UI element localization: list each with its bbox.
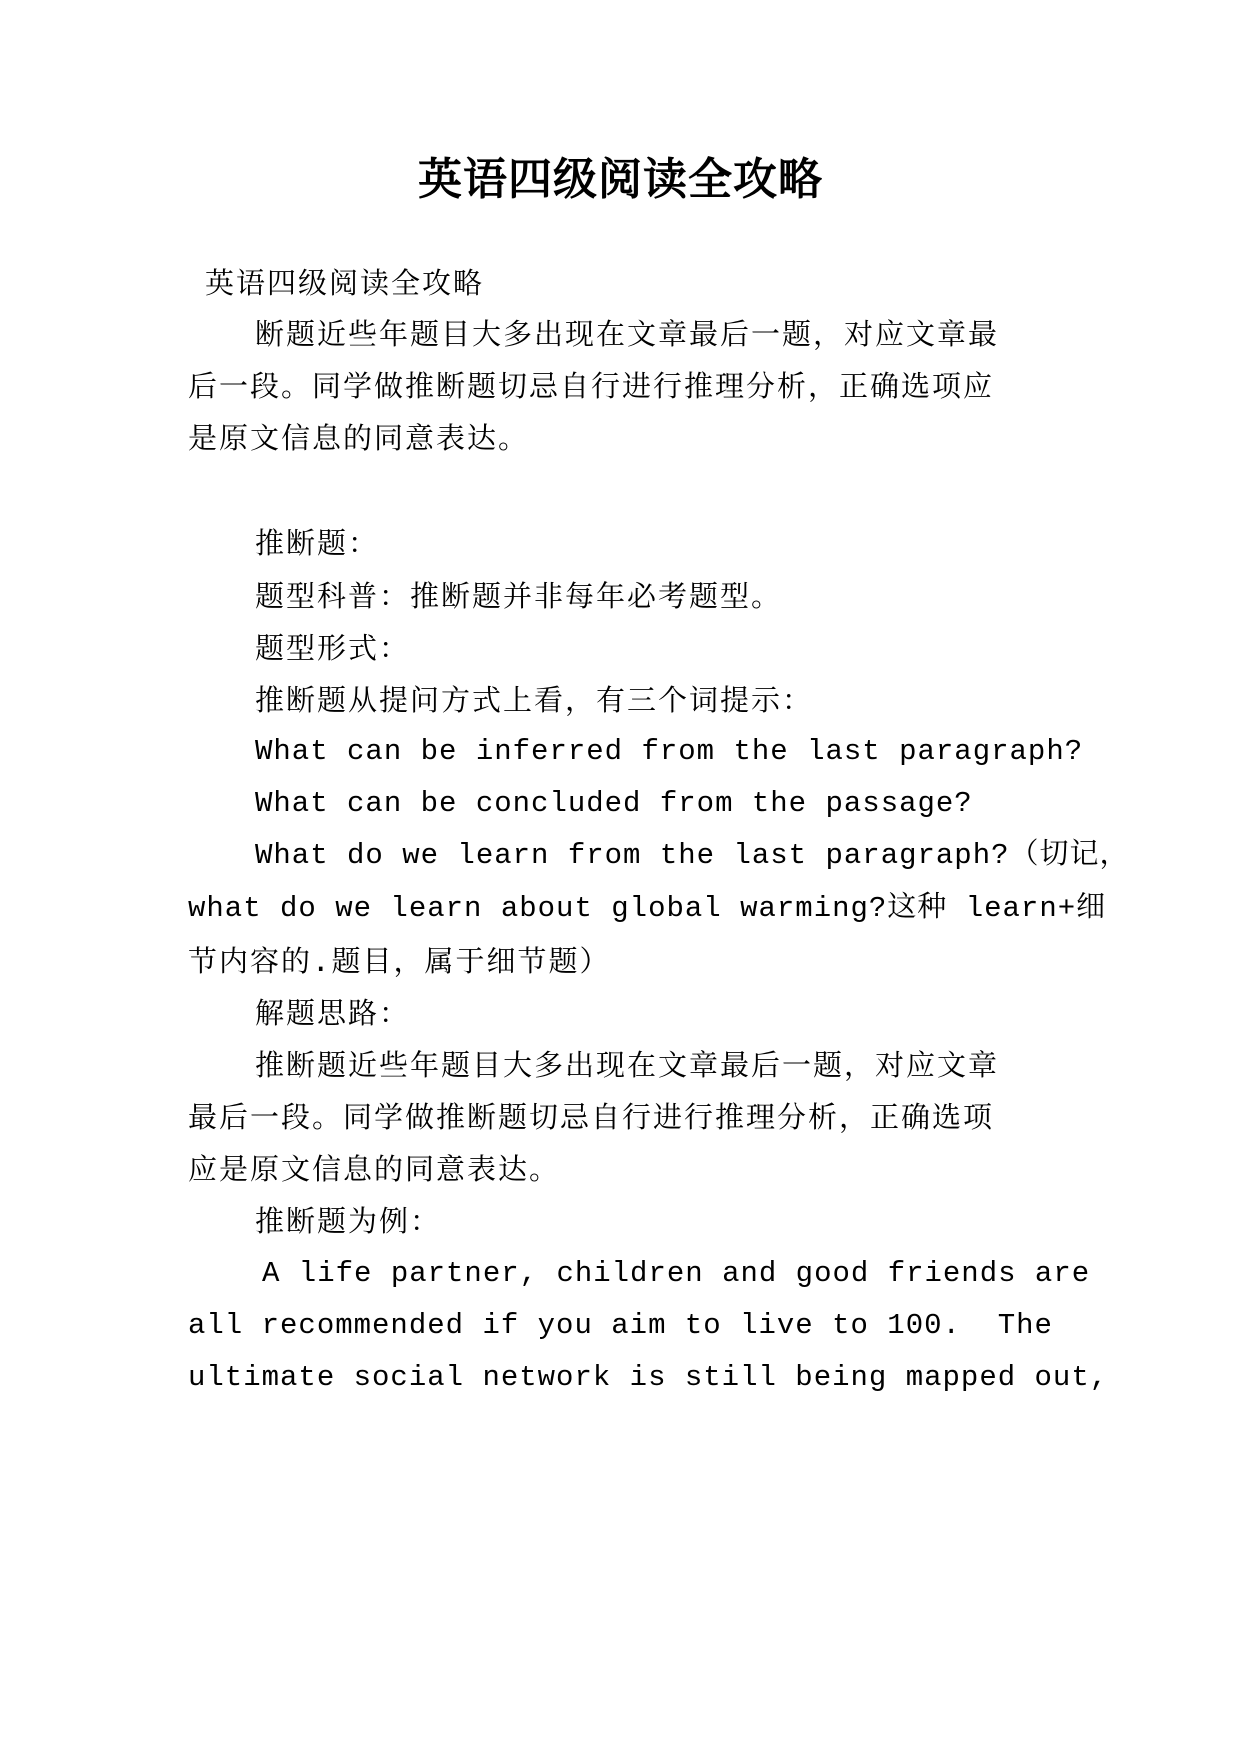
question-example: What can be inferred from the last paragraph? <box>255 735 1084 768</box>
section-heading: 推断题为例： <box>255 1204 442 1238</box>
text-line: 推断题从提问方式上看，有三个词提示： <box>255 683 814 717</box>
passage-line: ultimate social network is still being mapped out, <box>188 1361 1109 1394</box>
question-example: What do we learn from the last paragraph?（切记， <box>255 839 1130 872</box>
text-line: 是原文信息的同意表达。 <box>188 421 530 455</box>
section-heading: 题型形式： <box>255 631 411 665</box>
text-line: 后一段。同学做推断题切忌自行进行推理分析，正确选项应 <box>188 369 995 403</box>
text-line: what do we learn about global warming?这种 learn+细 <box>188 892 1107 925</box>
subtitle-line: 英语四级阅读全攻略 <box>205 266 485 300</box>
passage-line: all recommended if you aim to live to 100. The <box>188 1309 1053 1342</box>
section-heading: 解题思路： <box>255 996 411 1030</box>
text-line: 应是原文信息的同意表达。 <box>188 1152 561 1186</box>
text-line: 最后一段。同学做推断题切忌自行进行推理分析，正确选项 <box>188 1100 995 1134</box>
text-line: 节内容的.题目，属于细节题） <box>188 944 611 978</box>
document-title: 英语四级阅读全攻略 <box>418 154 823 205</box>
question-example: What can be concluded from the passage? <box>255 787 973 820</box>
section-heading: 推断题： <box>255 526 380 560</box>
text-line: 推断题近些年题目大多出现在文章最后一题，对应文章 <box>255 1048 1000 1082</box>
passage-line: A life partner, children and good friends are <box>262 1257 1091 1290</box>
text-line: 题型科普：推断题并非每年必考题型。 <box>255 579 783 613</box>
text-line: 断题近些年题目大多出现在文章最后一题，对应文章最 <box>255 317 1000 351</box>
